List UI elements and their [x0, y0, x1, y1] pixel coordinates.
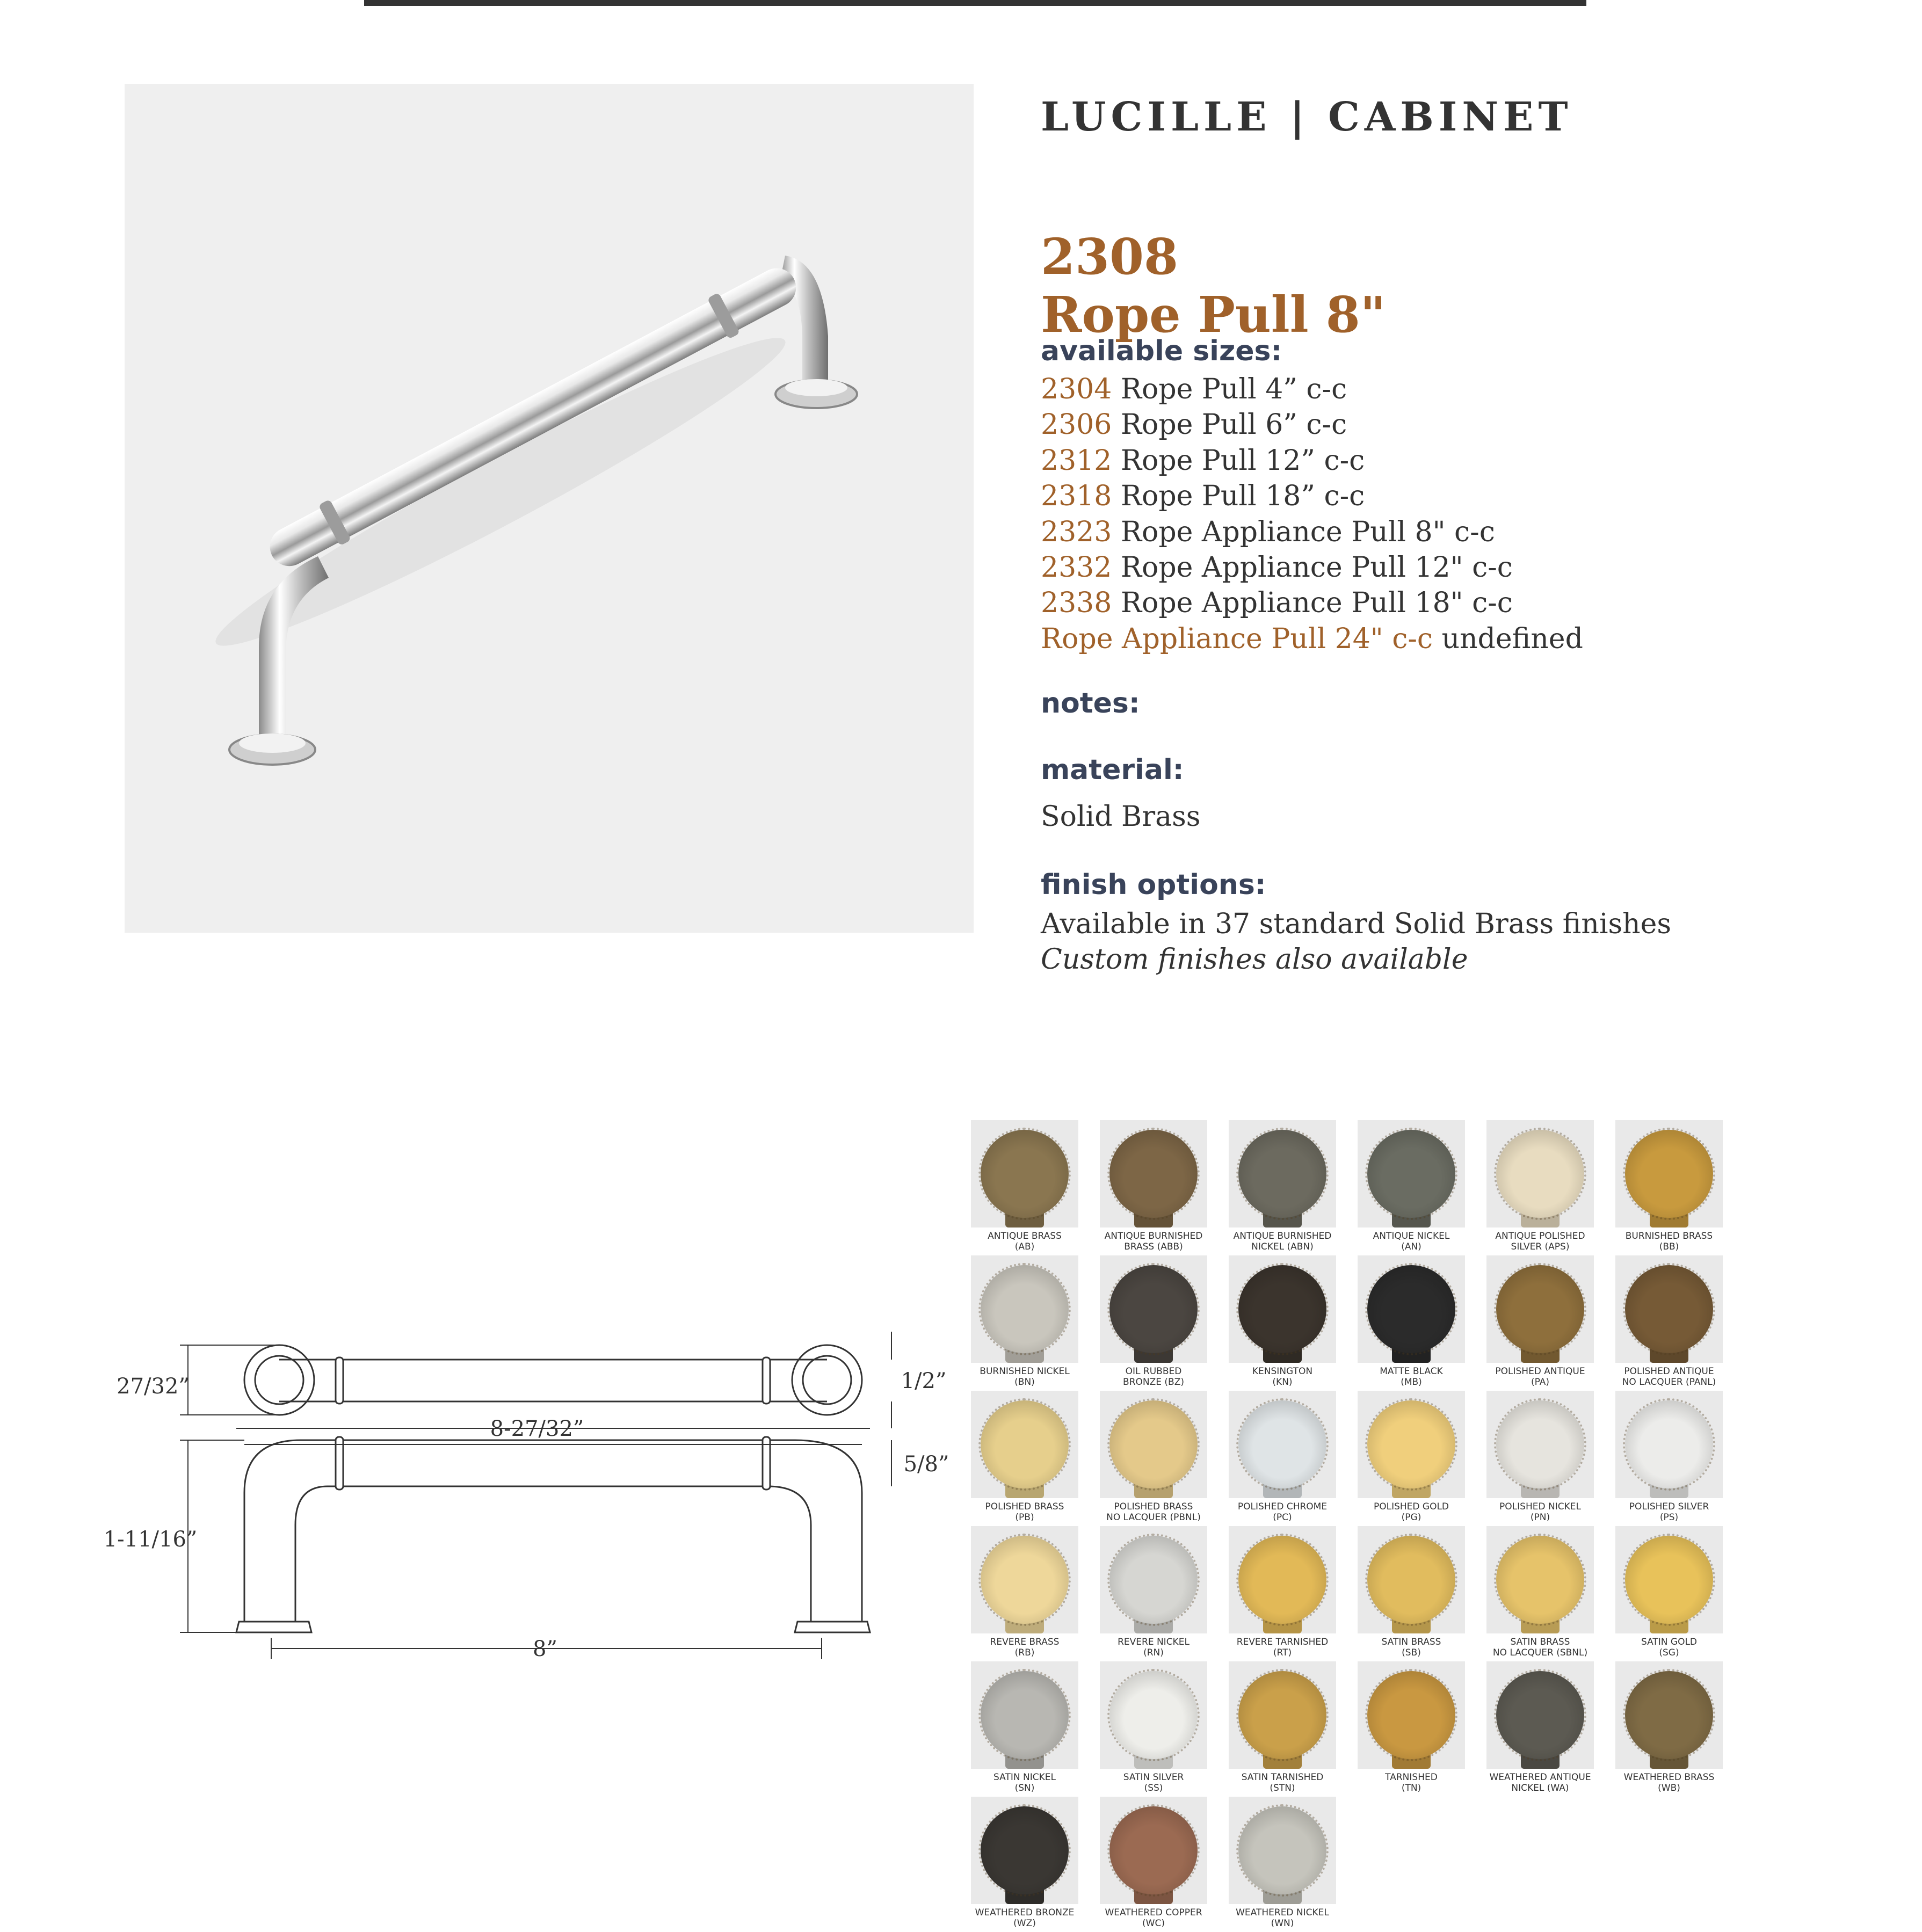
finish-name: SATIN SILVER	[1123, 1772, 1184, 1783]
finish-knob-image	[1100, 1797, 1207, 1904]
finish-code: BRASS (ABB)	[1124, 1241, 1183, 1252]
knob-rope-rim	[1494, 1534, 1586, 1626]
finish-name: REVERE TARNISHED	[1236, 1637, 1329, 1647]
knob-rope-rim	[1107, 1128, 1200, 1220]
finish-swatch[interactable]	[971, 1526, 1078, 1661]
finish-label	[1094, 1907, 1213, 1929]
dim-projection: 1-11/16”	[103, 1527, 198, 1552]
finish-name: OIL RUBBED	[1125, 1366, 1182, 1377]
finish-code: (PN)	[1530, 1512, 1550, 1523]
finish-knob-image	[1486, 1255, 1594, 1363]
size-text: Rope Appliance Pull 12" c-c	[1112, 551, 1513, 584]
finish-code: (AB)	[1014, 1241, 1035, 1252]
finish-label	[1223, 1501, 1341, 1523]
finish-name: SATIN BRASS	[1381, 1637, 1441, 1647]
product-title	[1041, 228, 1846, 344]
finish-name: REVERE NICKEL	[1118, 1637, 1190, 1647]
knob-rope-rim	[1236, 1804, 1329, 1897]
finish-label	[966, 1231, 1084, 1252]
finish-label	[1352, 1231, 1470, 1252]
product-name: Rope Pull 8"	[1041, 286, 1386, 344]
finish-label	[1223, 1231, 1341, 1252]
finish-swatch[interactable]	[1229, 1255, 1336, 1391]
finish-label	[966, 1907, 1084, 1929]
finish-knob-image	[971, 1797, 1078, 1904]
finish-code: (SN)	[1014, 1783, 1035, 1793]
finish-swatch[interactable]	[1615, 1391, 1723, 1526]
finish-heading: finish options:	[1041, 869, 1266, 901]
finish-code: NO LACQUER (PANL)	[1622, 1377, 1716, 1388]
size-text: Rope Pull 6” c-c	[1112, 409, 1347, 441]
knob-rope-rim	[1494, 1263, 1586, 1355]
finish-label	[966, 1366, 1084, 1388]
knob-rope-rim	[1365, 1669, 1457, 1761]
finish-custom-text: Custom finishes also available	[1041, 943, 1468, 976]
knob-rope-rim	[1365, 1534, 1457, 1626]
finish-knob-image	[971, 1120, 1078, 1228]
material-value: Solid Brass	[1041, 801, 1201, 833]
product-photo	[125, 84, 974, 933]
knob-rope-rim	[1107, 1804, 1200, 1897]
finish-swatch[interactable]	[1100, 1526, 1207, 1661]
finish-label	[1094, 1231, 1213, 1252]
dimension-drawing	[103, 1321, 949, 1686]
size-code: 2312	[1041, 444, 1112, 477]
finish-name: POLISHED SILVER	[1629, 1501, 1709, 1512]
finish-code: (BN)	[1014, 1377, 1035, 1388]
finish-code: BRONZE (BZ)	[1123, 1377, 1184, 1388]
knob-rope-rim	[1236, 1669, 1329, 1761]
finish-swatch[interactable]	[971, 1391, 1078, 1526]
finish-name: WEATHERED NICKEL	[1236, 1907, 1329, 1918]
finish-label	[1094, 1637, 1213, 1658]
size-text: undefined	[1433, 622, 1583, 655]
finish-knob-image	[1358, 1120, 1465, 1228]
dim-projection-small: 5/8”	[903, 1452, 949, 1477]
finish-swatch[interactable]	[1358, 1391, 1465, 1526]
material-heading: material:	[1041, 754, 1184, 786]
finish-swatch[interactable]	[1229, 1391, 1336, 1526]
finish-knob-image	[1358, 1255, 1465, 1363]
finish-knob-image	[1486, 1120, 1594, 1228]
knob-rope-rim	[1494, 1128, 1586, 1220]
finish-label	[966, 1772, 1084, 1793]
finish-label	[1481, 1231, 1599, 1252]
finish-knob-image	[1358, 1526, 1465, 1633]
knob-rope-rim	[1107, 1263, 1200, 1355]
finish-code: (BB)	[1659, 1241, 1679, 1252]
finish-label	[1481, 1637, 1599, 1658]
finish-knob-image	[1100, 1661, 1207, 1769]
finish-name: POLISHED BRASS	[985, 1501, 1064, 1512]
size-code: 2323	[1041, 515, 1112, 548]
knob-rope-rim	[1494, 1669, 1586, 1761]
finish-swatch[interactable]	[1615, 1661, 1723, 1797]
knob-rope-rim	[1236, 1534, 1329, 1626]
finish-label	[1610, 1637, 1728, 1658]
finish-label	[1610, 1366, 1728, 1388]
finish-code: (RT)	[1273, 1647, 1292, 1658]
finish-swatch[interactable]	[1486, 1661, 1594, 1797]
finish-knob-image	[971, 1391, 1078, 1498]
finish-swatch[interactable]	[971, 1797, 1078, 1932]
finish-code: (PS)	[1659, 1512, 1679, 1523]
finish-label	[1352, 1366, 1470, 1388]
finish-label	[1223, 1907, 1341, 1929]
sizes-heading: available sizes:	[1041, 335, 1282, 367]
dim-center-to-center: 8”	[533, 1637, 557, 1661]
finish-code: (SB)	[1402, 1647, 1421, 1658]
finish-knob-image	[1615, 1391, 1723, 1498]
size-code: 2338	[1041, 587, 1112, 620]
finish-swatch[interactable]	[1229, 1526, 1336, 1661]
finish-name: BURNISHED NICKEL	[980, 1366, 1070, 1377]
size-code: 2306	[1041, 409, 1112, 441]
finish-name: POLISHED BRASS	[1114, 1501, 1193, 1512]
knob-rope-rim	[978, 1804, 1071, 1897]
finish-name: POLISHED GOLD	[1373, 1501, 1449, 1512]
finish-knob-image	[1615, 1120, 1723, 1228]
size-code: 2332	[1041, 551, 1112, 584]
finish-knob-image	[1358, 1391, 1465, 1498]
finish-swatch[interactable]	[1615, 1255, 1723, 1391]
finish-name: ANTIQUE BURNISHED	[1233, 1231, 1332, 1241]
finish-swatch[interactable]	[1358, 1120, 1465, 1255]
finish-code: NICKEL (WA)	[1511, 1783, 1569, 1793]
finish-swatch[interactable]	[1100, 1661, 1207, 1797]
finish-name: MATTE BLACK	[1380, 1366, 1443, 1377]
finish-knob-image	[1229, 1661, 1336, 1769]
finish-name: WEATHERED BRONZE	[975, 1907, 1075, 1918]
size-item[interactable]	[1041, 478, 1583, 514]
size-item[interactable]	[1041, 443, 1583, 478]
finish-label	[1094, 1366, 1213, 1388]
finish-code: (WC)	[1142, 1918, 1165, 1929]
finish-name: ANTIQUE NICKEL	[1373, 1231, 1450, 1241]
finish-name: WEATHERED BRASS	[1623, 1772, 1715, 1783]
finish-knob-image	[971, 1526, 1078, 1633]
knob-rope-rim	[1236, 1398, 1329, 1491]
finish-knob-image	[1615, 1255, 1723, 1363]
finish-name: SATIN GOLD	[1641, 1637, 1698, 1647]
finish-code: SILVER (APS)	[1511, 1241, 1570, 1252]
finish-code: (AN)	[1401, 1241, 1421, 1252]
finish-knob-image	[1486, 1661, 1594, 1769]
finish-code: NO LACQUER (SBNL)	[1492, 1647, 1588, 1658]
knob-rope-rim	[1107, 1398, 1200, 1491]
finish-code: (PA)	[1531, 1377, 1550, 1388]
finish-swatch[interactable]	[1615, 1526, 1723, 1661]
size-text: Rope Appliance Pull 18" c-c	[1112, 587, 1513, 620]
finish-swatch[interactable]	[1358, 1255, 1465, 1391]
finish-code: (SG)	[1659, 1647, 1679, 1658]
finish-code: (MB)	[1401, 1377, 1422, 1388]
size-item[interactable]	[1041, 621, 1583, 657]
finish-name: SATIN TARNISHED	[1241, 1772, 1324, 1783]
finish-name: POLISHED NICKEL	[1499, 1501, 1581, 1512]
finish-label	[1610, 1501, 1728, 1523]
finish-label	[1094, 1772, 1213, 1793]
finish-code: (WN)	[1271, 1918, 1294, 1929]
size-item[interactable]	[1041, 585, 1583, 621]
finish-label	[1481, 1772, 1599, 1793]
finish-swatch[interactable]	[1615, 1120, 1723, 1255]
finish-knob-image	[1615, 1661, 1723, 1769]
finish-code: NICKEL (ABN)	[1251, 1241, 1314, 1252]
knob-rope-rim	[1494, 1398, 1586, 1491]
product-number: 2308	[1041, 228, 1179, 286]
brand-title: LUCILLE | CABINET	[1041, 94, 1573, 140]
side-view	[236, 1437, 870, 1632]
finish-label	[1610, 1772, 1728, 1793]
finish-code: NO LACQUER (PBNL)	[1106, 1512, 1201, 1523]
finish-name: REVERE BRASS	[990, 1637, 1060, 1647]
knob-rope-rim	[1623, 1534, 1715, 1626]
finish-label	[1223, 1637, 1341, 1658]
finish-label	[966, 1637, 1084, 1658]
finish-swatch[interactable]	[1229, 1120, 1336, 1255]
finish-swatch[interactable]	[1100, 1797, 1207, 1932]
top-view	[244, 1345, 862, 1415]
finish-label	[1481, 1501, 1599, 1523]
size-code: 2304	[1041, 373, 1112, 405]
size-text: Rope Appliance Pull 8" c-c	[1112, 515, 1495, 548]
size-code: Rope Appliance Pull 24" c-c	[1041, 622, 1433, 655]
finish-swatch[interactable]	[971, 1255, 1078, 1391]
finish-knob-image	[1229, 1255, 1336, 1363]
finish-label	[1223, 1366, 1341, 1388]
finish-name: ANTIQUE BURNISHED	[1104, 1231, 1203, 1241]
finish-name: WEATHERED ANTIQUE	[1489, 1772, 1591, 1783]
dim-bar-diameter: 1/2”	[901, 1369, 947, 1393]
finish-knob-image	[1100, 1526, 1207, 1633]
finish-label	[1481, 1366, 1599, 1388]
knob-rope-rim	[1365, 1128, 1457, 1220]
finish-code: (PB)	[1015, 1512, 1034, 1523]
knob-rope-rim	[1236, 1128, 1329, 1220]
finish-knob-image	[1100, 1255, 1207, 1363]
finish-swatch[interactable]	[1100, 1255, 1207, 1391]
finish-code: (STN)	[1270, 1783, 1295, 1793]
finish-knob-image	[1615, 1526, 1723, 1633]
size-item[interactable]	[1041, 514, 1583, 550]
dim-height-top: 27/32”	[117, 1374, 190, 1399]
finish-description	[1041, 906, 1671, 977]
finish-label	[966, 1501, 1084, 1523]
finish-knob-image	[971, 1661, 1078, 1769]
knob-rope-rim	[978, 1669, 1071, 1761]
finish-swatch[interactable]	[1358, 1526, 1465, 1661]
finish-swatch[interactable]	[1486, 1255, 1594, 1391]
finish-swatch[interactable]	[1486, 1391, 1594, 1526]
dim-overall-length: 8-27/32”	[490, 1417, 584, 1441]
finish-label	[1352, 1772, 1470, 1793]
size-text: Rope Pull 18” c-c	[1112, 480, 1365, 513]
finish-swatch[interactable]	[1100, 1120, 1207, 1255]
finish-label	[1223, 1772, 1341, 1793]
finish-swatch[interactable]	[1229, 1661, 1336, 1797]
finish-name: SATIN BRASS	[1510, 1637, 1570, 1647]
finish-name: POLISHED ANTIQUE	[1495, 1366, 1585, 1377]
top-divider-bar	[364, 0, 1586, 6]
finish-name: SATIN NICKEL	[993, 1772, 1056, 1783]
rope-pull-image	[125, 84, 974, 933]
size-code: 2318	[1041, 480, 1112, 513]
knob-rope-rim	[1107, 1669, 1200, 1761]
finish-label	[1094, 1501, 1213, 1523]
finish-knob-image	[1358, 1661, 1465, 1769]
knob-rope-rim	[1623, 1263, 1715, 1355]
finish-code: (RN)	[1143, 1647, 1164, 1658]
finish-code: (WZ)	[1013, 1918, 1036, 1929]
finish-name: POLISHED ANTIQUE	[1624, 1366, 1714, 1377]
finish-code: (PG)	[1401, 1512, 1421, 1523]
pull-bar	[262, 258, 805, 576]
finish-label	[1610, 1231, 1728, 1252]
dimension-lines	[180, 1332, 891, 1659]
finish-knob-image	[1229, 1391, 1336, 1498]
finish-knob-image	[1100, 1391, 1207, 1498]
size-item[interactable]	[1041, 407, 1583, 442]
finish-knob-image	[1100, 1120, 1207, 1228]
knob-rope-rim	[978, 1128, 1071, 1220]
finish-swatch[interactable]	[1486, 1120, 1594, 1255]
knob-rope-rim	[978, 1263, 1071, 1355]
finish-label	[1352, 1501, 1470, 1523]
finish-code: (TN)	[1401, 1783, 1421, 1793]
finish-swatch[interactable]	[971, 1120, 1078, 1255]
knob-rope-rim	[1365, 1263, 1457, 1355]
finish-code: (WB)	[1658, 1783, 1680, 1793]
finish-knob-image	[971, 1255, 1078, 1363]
finish-knob-image	[1229, 1797, 1336, 1904]
finish-code: (SS)	[1144, 1783, 1163, 1793]
size-text: Rope Pull 4” c-c	[1112, 373, 1347, 405]
finish-swatch[interactable]	[971, 1661, 1078, 1797]
sizes-list	[1041, 372, 1583, 657]
knob-rope-rim	[1236, 1263, 1329, 1355]
finish-code: (RB)	[1014, 1647, 1035, 1658]
finish-swatch[interactable]	[1100, 1391, 1207, 1526]
finish-name: KENSINGTON	[1252, 1366, 1313, 1377]
finish-name: BURNISHED BRASS	[1625, 1231, 1713, 1241]
knob-rope-rim	[1623, 1128, 1715, 1220]
finish-swatch[interactable]	[1486, 1526, 1594, 1661]
notes-heading: notes:	[1041, 687, 1140, 720]
knob-rope-rim	[978, 1534, 1071, 1626]
finish-label	[1352, 1637, 1470, 1658]
finish-standard-text: Available in 37 standard Solid Brass finishes	[1041, 908, 1672, 940]
size-item[interactable]	[1041, 372, 1583, 407]
finish-name: WEATHERED COPPER	[1105, 1907, 1202, 1918]
size-item[interactable]	[1041, 550, 1583, 585]
finish-knob-image	[1229, 1526, 1336, 1633]
size-text: Rope Pull 12” c-c	[1112, 444, 1365, 477]
finish-knob-image	[1486, 1391, 1594, 1498]
finish-code: (KN)	[1272, 1377, 1293, 1388]
finish-name: POLISHED CHROME	[1237, 1501, 1328, 1512]
knob-rope-rim	[1107, 1534, 1200, 1626]
finish-knob-image	[1486, 1526, 1594, 1633]
knob-rope-rim	[1623, 1398, 1715, 1491]
finish-name: TARNISHED	[1385, 1772, 1438, 1783]
knob-rope-rim	[978, 1398, 1071, 1491]
technical-drawing-svg	[103, 1321, 949, 1686]
knob-rope-rim	[1365, 1398, 1457, 1491]
knob-rope-rim	[1623, 1669, 1715, 1761]
finish-name: ANTIQUE POLISHED	[1495, 1231, 1585, 1241]
finish-code: (PC)	[1273, 1512, 1292, 1523]
finish-name: ANTIQUE BRASS	[988, 1231, 1062, 1241]
finish-swatch[interactable]	[1358, 1661, 1465, 1797]
finish-swatch[interactable]	[1229, 1797, 1336, 1932]
finish-knob-image	[1229, 1120, 1336, 1228]
